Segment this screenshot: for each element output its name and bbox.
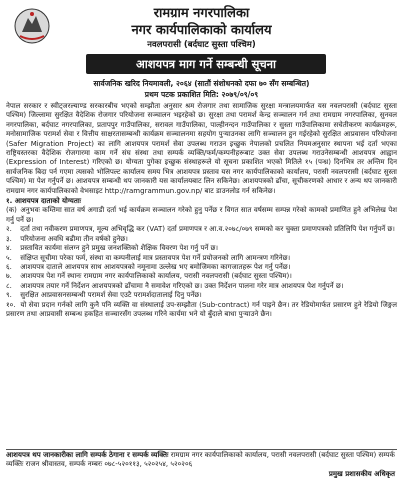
section-title-eligibility: १. आशयपत्र दाताको योग्यताः [6,197,82,206]
list-item-number: ६. [6,262,12,271]
list-item-text: यो सेवा प्रदान गर्नको लागि कुनै पनि व्यक्ति वा संस्थालाई उप-सम्झौता (Sub-contract) गर्न पाइने छैन। तर रेडियोमार्फत प्रसारण हुने रेडियो जिङ्गल प्रसारण तथा आप्रवासी सम्बन्ध हकहित सञ्चारसँग उपलब्ध गरिने कार्यमा भने यो बुँदाले बाधा पुऱ्याउने छैन। [6,300,397,318]
contact-footer [6,451,397,469]
list-item-text: संक्षिप्त सूचीमा परेका फर्म, संस्था वा कम्पनीलाई मात्र प्रस्तावपत्र पेश गर्ने प्रयोजनको लागि आमन्त्रण गरिनेछ। [20,253,291,262]
list-item [6,291,397,300]
list-item [6,225,397,234]
list-item-number: २. [6,225,12,234]
list-item-number: ३. [6,234,12,243]
contact-label: आशयपत्र थप जानकारीका लागि सम्पर्क ठेगाना र सम्पर्क व्यक्तिः [6,451,169,459]
list-item-text: प्रस्तावित कार्यमा संलग्न हुने प्रमुख जनशक्तिको शैक्षिक विवरण पेश गर्नु पर्ने छ। [20,244,219,253]
list-item [6,254,397,263]
signatory-title: प्रमुख प्रशासकीय अधिकृत [328,470,395,478]
list-item [6,272,397,281]
regulation-reference: सार्वजनिक खरिद नियमावली, २०६४ (सातौं संशोधनको दफा ७० सँग सम्बन्धित) [93,79,310,88]
list-item-text: आशयपत्र दाताले आशयपत्र साथ आशयपत्रको नमूनामा उल्लेख भए बमोजिमका कागजातहरू पेश गर्नु पर्नेछ। [20,262,291,271]
list-item-number: ८. [6,281,12,290]
list-item-number: ९. [6,291,12,300]
intro-paragraph: नेपाल सरकार र स्वीट्जरल्याण्ड सरकारबीच भएको सम्झौता अनुसार श्रम रोजगार तथा सामाजिक सुरक्षा मन्त्रालयमार्फत यस नवलपरासी (बर्दघाट सुस्ता पश्चिम) जिल्लामा सुरक्षित वैदेशिक रोजगार परियोजना सञ्चालन भइरहेको छ। सुरक्षा तथा परामर्श केन्द्र सञ्चालन गर्न तथा रामग्राम नगरपालिका, सुनवल नगरपालिका, बर्दघाट नगरपालिका, प्रतापपुर गाउँपालिका, सरावल गाउँपालिका, पाल्हीनन्दन गाउँपालिका र सुस्ता गाउँपालिकामा सचेतीकरण कार्यक्रमहरू, मनोसामाजिक परामर्श सेवा र वित्तीय साक्षरतासम्बन्धी कार्यक्रम सञ्चालनमा सहयोग पुऱ्याउनका लागि सञ्चालन हुन गईरहेको सुरक्षित आप्रवासन परियोजना (Safer Migration Project) का लागि आशयपत्र परामर्श सेवा उपलब्ध गराउन इच्छुक नेपालको प्रचलित नियमअनुसार स्थापना भई दर्ता भएका राष्ट्रियस्तरका वैदेशिक रोजगारमा काम गर्ने संघ संस्था तथा सम्पर्क व्यक्ति/फर्म/कम्पनीहरूबाट उक्त सेवा उपलब्ध गराउनेसम्बन्धी आशयपत्र आह्वान (Expression of Interest) गरिएको छ। योग्यता पुगेका इच्छुक संस्थाहरूले यो सूचना प्रकाशित भएको मितिले १५ (पन्ध्र) दिनभित्र तर अन्तिम दिन सार्वजनिक बिदा पर्न गएमा त्यसको भोलिपल्ट कार्यालय समय भित्र आशयपत्र प्रस्ताव यस नगर कार्यपालिकाको कार्यालय, परासी नवलपरासी (बर्दघाट सुस्ता पश्चिम) मा पेश गर्नुपर्ने छ। आशयपत्र सम्बन्धी थप जानकारी यस कार्यालयबाट लिन सकिनेछ। आशयपत्रको ढाँचा, सूचीकरणको आधार र अन्य थप जानकारी रामग्राम नगर कार्यपालिकाको वेभसाइट http://ramgrammun.gov.np/ बाट डाउनलोड गर्न सकिनेछ। [6,102,397,195]
list-item-text: आशयपत्र पेश गर्ने स्थानः रामग्राम नगर कार्यपालिकाको कार्यालय, परासी नवलपरासी (बर्दघाट सुस्ता पश्चिम)। [20,272,292,281]
list-item-number: ४. [6,244,12,253]
footer-divider [6,449,397,450]
list-item-text: दर्ता तथा नवीकरण प्रमाणपत्र, मूल्य अभिवृद्धि कर (VAT) दर्ता प्रमाणपत्र र आ.व.२०७८/०७९ सम्मको कर चुक्ता प्रमाणपत्रको प्रतिलिपि पेश गर्नुपर्ने छ। [20,225,395,234]
list-item [6,235,397,244]
office-location: नवलपरासी (बर्दघाट सुस्ता पश्चिम) [147,40,256,50]
notice-title-banner: आशयपत्र माग गर्ने सम्बन्धी सूचना [86,54,326,74]
notice-body [6,102,397,319]
list-item [6,206,397,225]
publication-date: प्रथम पटक प्रकाशित मिति: २०७९/०९/०९ [144,90,259,99]
list-item-text: परियोजना अवधि बढीमा तीन वर्षको हुनेछ। [20,234,128,243]
list-item [6,282,397,291]
list-item-number: (क) [6,206,17,215]
list-item-number: ५. [6,253,12,262]
list-item [6,244,397,253]
list-item [6,301,397,320]
list-item-text: आशयपत्र तयार गर्ने निर्देशन आशयपत्रको ढाँचामा नै समावेश गरिएको छ। उक्त निर्देशन पालना गरेर मात्र आशयपत्र पेश गर्नुपर्ने छ। [20,281,344,290]
list-item-text: सुरक्षित आप्रवासनसम्बन्धी परामर्श सेवा एउटै परामर्शदातालाई दिनु पर्नेछ। [20,291,202,300]
office-name: नगर कार्यपालिकाको कार्यालय [131,23,272,38]
list-item [6,263,397,272]
municipality-name: रामग्राम नगरपालिका [153,6,250,21]
list-item-number: १०. [6,300,16,309]
contact-details: रामग्राम नगर कार्यपालिकाको कार्यालय, परासी नवलपरासी (बर्दघाट सुस्ता पश्चिम) सम्पर्क व्यक्तिः राजन श्रीवास्तव, सम्पर्क नम्बरः ०७८-५२०११३, ५२०२५४, ५२०२०६ [6,451,395,468]
eligibility-list [6,206,397,319]
list-item-text: अनुभवः कम्तिमा सात वर्ष अगाडी दर्ता भई कार्यक्रम सञ्चालन गरेको हुनु पर्नेछ र विगत सात वर्षसम्म सम्पन्न गरेको कामको प्रमाणित हुने अभिलेख पेश गर्नु पर्ने छ। [6,206,397,224]
list-item-number: ७. [6,272,12,281]
